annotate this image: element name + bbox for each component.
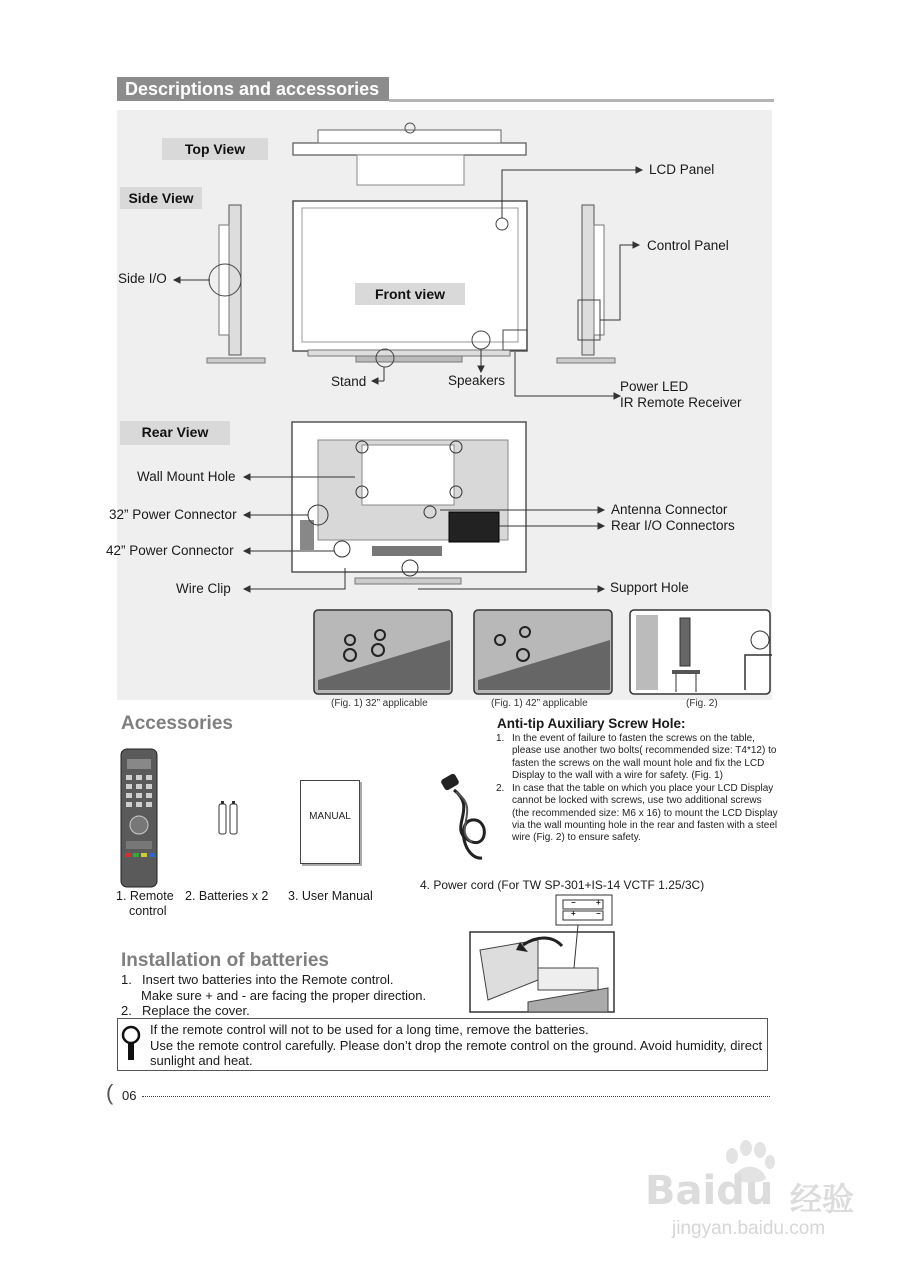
accessories-heading: Accessories: [121, 713, 233, 734]
note-text: [150, 1022, 765, 1069]
label-control-panel: Control Panel: [647, 238, 729, 253]
tag-top-view: Top View: [162, 138, 268, 160]
user-manual-image: [300, 780, 360, 864]
label-batteries: 2. Batteries x 2: [185, 889, 269, 903]
label-remote-line1: 1. Remote: [116, 889, 174, 903]
batteries-image: [215, 798, 243, 838]
anti-tip-num-1: 1.: [496, 733, 505, 744]
tag-side-view: Side View: [120, 187, 202, 209]
label-side-io: Side I/O: [118, 271, 167, 286]
page-number: 06: [122, 1088, 137, 1103]
battery-plus-sign-1: +: [596, 898, 601, 907]
power-cord-image: [438, 768, 498, 868]
caption-fig1-42: (Fig. 1) 42” applicable: [491, 698, 588, 709]
label-power-led: Power LED: [620, 379, 689, 394]
note-line1: If the remote control will not to be used for a long time, remove the batteries.: [150, 1022, 589, 1037]
label-support-hole: Support Hole: [610, 580, 689, 595]
battery-install-diagram: [468, 890, 616, 1014]
manual-cover-text: MANUAL: [309, 811, 351, 822]
install-step2: Replace the cover.: [142, 1003, 250, 1018]
caption-fig1-32: (Fig. 1) 32” applicable: [331, 698, 428, 709]
anti-tip-num-2: 2.: [496, 783, 505, 795]
label-42-power-connector: 42” Power Connector: [106, 543, 234, 558]
label-speakers: Speakers: [448, 373, 506, 388]
remote-control-image: [115, 745, 170, 890]
magnifier-note-icon: [120, 1024, 142, 1064]
rear-view-drawing: [292, 422, 526, 584]
footer-dotted-rule: [142, 1096, 770, 1097]
list-item: [496, 783, 781, 844]
section-title: Descriptions and accessories: [125, 79, 380, 99]
watermark-brand: Baidu: [645, 1168, 774, 1214]
watermark-brand-cn: 经验: [790, 1181, 855, 1217]
label-lcd-panel: LCD Panel: [649, 162, 715, 177]
install-step1-line2: Make sure + and - are facing the proper direction.: [141, 988, 427, 1003]
install-step2-num: 2.: [121, 1003, 132, 1018]
install-step1-line1: Insert two batteries into the Remote control.: [142, 972, 394, 987]
label-stand: Stand: [331, 374, 367, 389]
caption-fig2: (Fig. 2): [686, 698, 718, 709]
label-wall-mount-hole: Wall Mount Hole: [137, 469, 236, 484]
tag-front-view: Front view: [355, 283, 465, 305]
label-power-cord: 4. Power cord (For TW SP-301+IS-14 VCTF 1.25/3C): [420, 878, 705, 892]
installation-heading: Installation of batteries: [121, 950, 329, 971]
fig2-photo: [630, 610, 772, 694]
anti-tip-text-1: In the event of failure to fasten the screws on the table, please use another two bolts( recommended size: T4*12) to fasten the screws on the wall mount hole and fix the LCD Display to the wall with a wire for safety. (Fig. 1): [512, 733, 777, 781]
battery-minus-sign-1: −: [571, 898, 576, 907]
battery-minus-sign-2: −: [596, 909, 601, 918]
fig1-32-photo: [314, 610, 452, 694]
list-item: [496, 733, 781, 782]
footer-bracket: (: [106, 1080, 114, 1105]
label-rear-io-connectors: Rear I/O Connectors: [611, 518, 735, 533]
label-antenna-connector: Antenna Connector: [611, 502, 728, 517]
label-wire-clip: Wire Clip: [176, 581, 231, 596]
tag-rear-view: Rear View: [120, 421, 230, 445]
watermark-url: jingyan.baidu.com: [672, 1218, 826, 1239]
battery-plus-sign-2: +: [571, 909, 576, 918]
anti-tip-text-2: In case that the table on which you place your LCD Display cannot be locked with screws, use two additional screws (the recommended size: M6 x 16) to mount the LCD Display via the wall mounting hole in the rear and fasten with a steel wire (Fig. 2) to ensure safety.: [512, 783, 778, 844]
anti-tip-heading: Anti-tip Auxiliary Screw Hole:: [497, 716, 686, 731]
label-remote-line2: control: [129, 904, 167, 918]
label-user-manual: 3. User Manual: [288, 889, 373, 903]
install-step1-num: 1.: [121, 972, 132, 987]
note-line2: Use the remote control carefully. Please don’t drop the remote control on the ground. Avoid humidity, direct sunlight and heat.: [150, 1037, 763, 1069]
label-32-power-connector: 32” Power Connector: [109, 507, 237, 522]
anti-tip-list: [496, 733, 781, 846]
label-ir-receiver: IR Remote Receiver: [620, 395, 742, 410]
fig1-42-photo: [474, 610, 612, 694]
